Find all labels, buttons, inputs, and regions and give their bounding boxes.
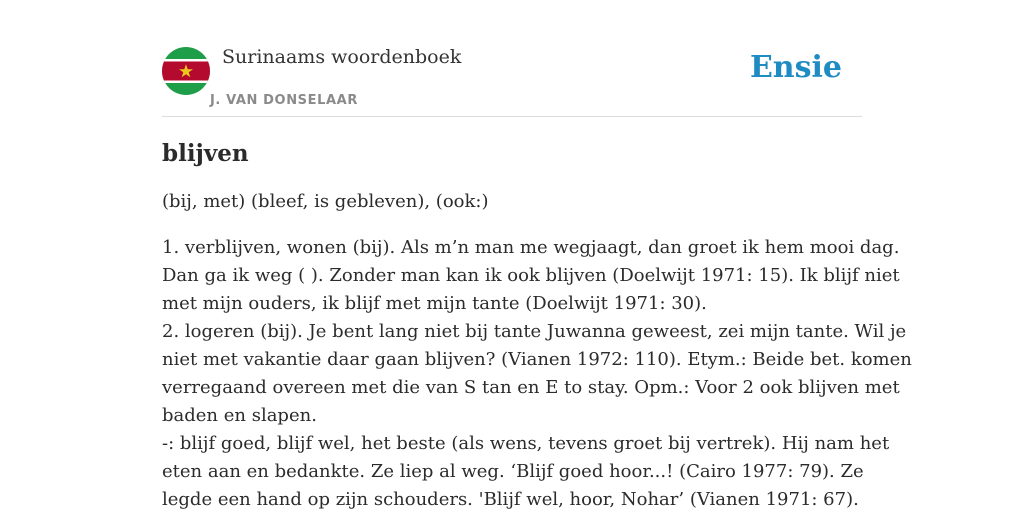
entry-headword: blijven (162, 140, 249, 167)
definition-line: -: blijf goed, blijf wel, het beste (als wens, tevens groet bij vertrek). Hij nam het (162, 433, 890, 454)
definition-line: niet met vakantie daar gaan blijven? (Vianen 1972: 110). Etym.: Beide bet. komen (162, 349, 912, 370)
definition-line: legde een hand op zijn schouders. 'Blijf wel, hoor, Nohar’ (Vianen 1971: 67). (162, 489, 859, 510)
suriname-flag-icon[interactable] (162, 47, 210, 95)
site-header (162, 44, 862, 117)
definition-line: Dan ga ik weg ( ). Zonder man kan ik ook blijven (Doelwijt 1971: 15). Ik blijf niet (162, 265, 900, 286)
definition-line: 1. verblijven, wonen (bij). Als m’n man me wegjaagt, dan groet ik hem mooi dag. (162, 237, 900, 258)
definition-line: 2. logeren (bij). Je bent lang niet bij tante Juwanna geweest, zei mijn tante. Wil je (162, 321, 907, 342)
entry-definition (162, 234, 912, 512)
definition-line: verregaand overeen met die van S tan en E to stay. Opm.: Voor 2 ook blijven met (162, 377, 900, 398)
definition-line: eten aan en bedankte. Ze liep al weg. ‘Blijf goed hoor...! (Cairo 1977: 79). Ze (162, 461, 864, 482)
entry-grammar: (bij, met) (bleef, is gebleven), (ook:) (162, 191, 489, 212)
site-title[interactable]: Surinaams woordenboek (222, 46, 462, 68)
entry-content (162, 136, 912, 512)
definition-line: baden en slapen. (162, 405, 317, 426)
author-name: J. VAN DONSELAAR (210, 93, 358, 108)
brand-logo[interactable]: Ensie (749, 50, 842, 85)
definition-line: met mijn ouders, ik blijf met mijn tante (Doelwijt 1971: 30). (162, 293, 707, 314)
suriname-flag-graphic (162, 47, 210, 95)
